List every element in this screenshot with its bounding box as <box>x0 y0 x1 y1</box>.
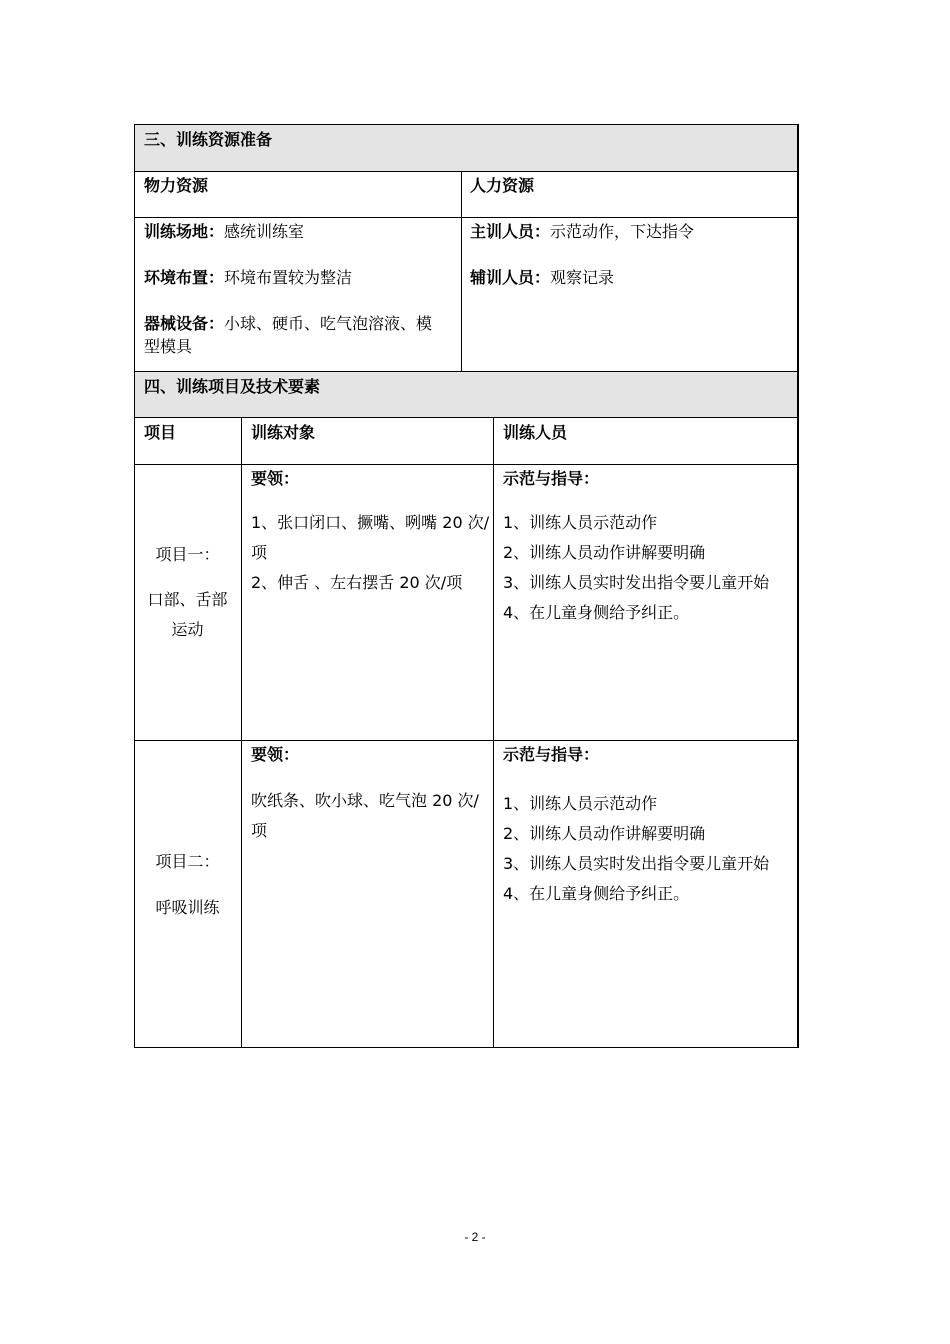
venue-row <box>144 221 304 243</box>
training-table <box>134 124 798 1048</box>
project2-guide-label: 示范与指导： <box>503 745 600 764</box>
equipment-label: 器械设备： <box>144 314 225 333</box>
environment-value: 环境布置较为整洁 <box>224 268 353 287</box>
table-border-right <box>797 124 799 1048</box>
project2-essentials: 吹纸条、吹小球、吃气泡 20 次/ <box>251 791 479 810</box>
section3-title: 三、训练资源准备 <box>144 130 273 149</box>
project1-name: 口部、舌部 <box>147 590 228 609</box>
row-divider <box>134 217 798 218</box>
equipment-value-cont: 型模具 <box>144 337 193 356</box>
human-resources-header: 人力资源 <box>470 176 535 195</box>
project2-name: 项目二： <box>155 852 220 871</box>
project1-guide-step: 3、训练人员实时发出指令要儿童开始 <box>503 573 770 592</box>
equipment-row <box>144 313 432 335</box>
project1-essentials: 1、张口闭口、撅嘴、咧嘴 20 次/ <box>251 513 490 532</box>
project1-guide-step: 1、训练人员示范动作 <box>503 513 658 532</box>
lead-trainer-row <box>470 221 694 243</box>
column-header-staff: 训练人员 <box>503 423 568 442</box>
row-divider <box>134 171 798 172</box>
venue-label: 训练场地： <box>144 222 225 241</box>
section4-title: 四、训练项目及技术要素 <box>144 377 321 396</box>
row-divider <box>134 417 798 418</box>
column-header-item: 项目 <box>144 423 177 442</box>
lead-trainer-label: 主训人员： <box>470 222 551 241</box>
venue-value: 感统训练室 <box>224 222 305 241</box>
project2-guide-step: 1、训练人员示范动作 <box>503 794 658 813</box>
project1-name: 运动 <box>171 620 204 639</box>
row-divider <box>134 740 798 741</box>
column-header-target: 训练对象 <box>251 423 316 442</box>
col-divider <box>241 417 242 1047</box>
project1-essentials: 2、伸舌 、左右摆舌 20 次/项 <box>251 573 463 592</box>
project2-guide-step: 2、训练人员动作讲解要明确 <box>503 824 706 843</box>
environment-label: 环境布置： <box>144 268 225 287</box>
environment-row <box>144 267 352 289</box>
assistant-trainer-row <box>470 267 614 289</box>
project2-guide-step: 3、训练人员实时发出指令要儿童开始 <box>503 854 770 873</box>
project2-essentials-label: 要领： <box>251 745 300 764</box>
col-divider <box>493 417 494 1047</box>
assistant-trainer-label: 辅训人员： <box>470 268 551 287</box>
project1-guide-label: 示范与指导： <box>503 469 600 488</box>
project2-essentials: 项 <box>251 821 268 840</box>
project1-essentials: 项 <box>251 543 268 562</box>
assistant-trainer-value: 观察记录 <box>550 268 615 287</box>
project2-name: 呼吸训练 <box>155 898 220 917</box>
project1-name: 项目一： <box>155 545 220 564</box>
lead-trainer-value: 示范动作，下达指令 <box>550 222 695 241</box>
col-divider <box>461 171 462 371</box>
project1-guide-step: 4、在儿童身侧给予纠正。 <box>503 603 690 622</box>
project2-guide-step: 4、在儿童身侧给予纠正。 <box>503 884 690 903</box>
table-border-top <box>134 124 798 125</box>
project1-essentials-label: 要领： <box>251 469 300 488</box>
row-divider <box>134 464 798 465</box>
equipment-value: 小球、硬币、吃气泡溶液、模 <box>224 314 433 333</box>
material-resources-header: 物力资源 <box>144 176 209 195</box>
project1-guide-step: 2、训练人员动作讲解要明确 <box>503 543 706 562</box>
page-number: - 2 - <box>464 1230 486 1244</box>
row-divider <box>134 371 798 372</box>
table-border-bottom <box>134 1047 798 1048</box>
